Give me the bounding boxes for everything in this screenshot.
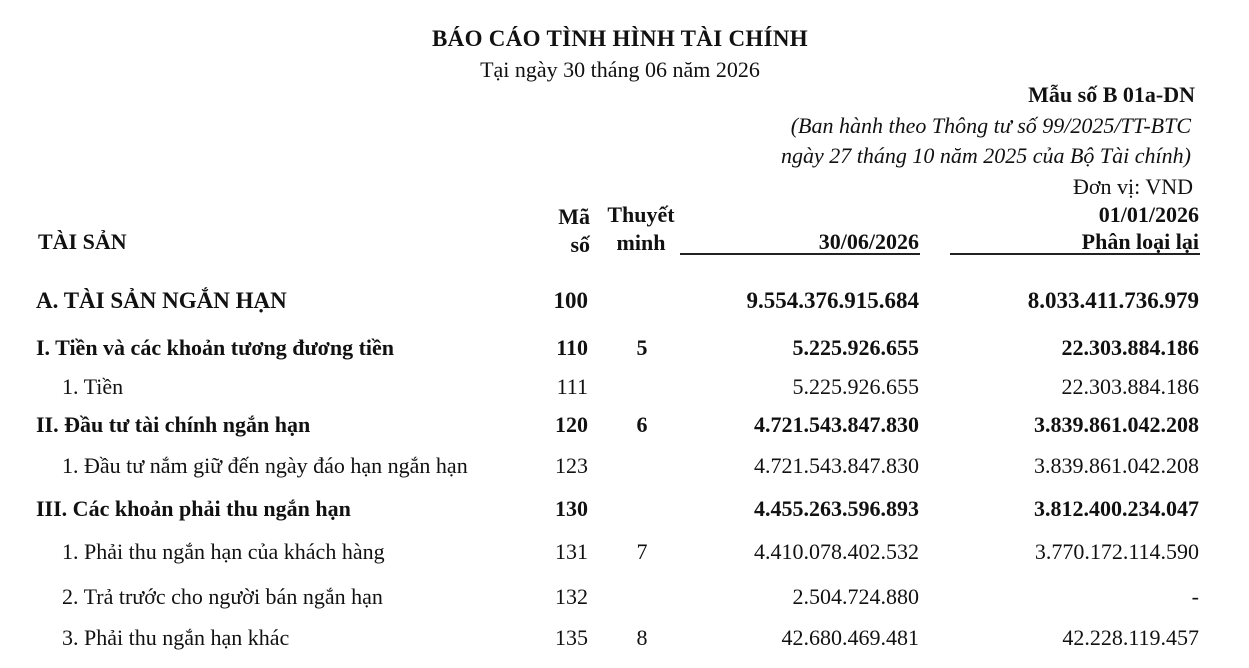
row-note: 6	[636, 412, 648, 437]
row-value-period-end: 4.455.263.596.893	[754, 496, 919, 521]
row-value-period-end: 9.554.376.915.684	[746, 288, 919, 313]
table-row	[0, 496, 1249, 526]
row-value-period-start: -	[1191, 584, 1199, 609]
report-date: Tại ngày 30 tháng 06 năm 2026	[480, 57, 760, 82]
row-note: 7	[636, 539, 648, 564]
row-name: III. Các khoản phải thu ngắn hạn	[36, 496, 351, 521]
row-name: I. Tiền và các khoản tương đương tiền	[36, 335, 395, 360]
issuance-note-line2: ngày 27 tháng 10 năm 2025 của Bộ Tài chính)	[780, 143, 1191, 168]
row-name: A. TÀI SẢN NGẮN HẠN	[36, 288, 287, 313]
table-row	[0, 412, 1249, 442]
table-row	[0, 584, 1249, 614]
row-name: 1. Phải thu ngắn hạn của khách hàng	[62, 539, 385, 564]
currency-unit: Đơn vị: VND	[1072, 174, 1193, 199]
row-code: 130	[555, 496, 588, 521]
row-code: 131	[555, 539, 588, 564]
row-note: 5	[636, 335, 648, 360]
header-note-line2: minh	[616, 230, 666, 255]
row-value-period-start: 3.812.400.234.047	[1034, 496, 1199, 521]
header-note	[598, 201, 684, 257]
row-value-period-start: 3.839.861.042.208	[1034, 453, 1199, 478]
row-name: 1. Đầu tư nắm giữ đến ngày đáo hạn ngắn hạn	[62, 453, 468, 478]
row-code: 135	[555, 625, 588, 650]
header-code-line2: số	[570, 232, 590, 257]
form-code: Mẫu số B 01a-DN	[1028, 82, 1195, 107]
issuance-note-line1: (Ban hành theo Thông tư số 99/2025/TT-BTC	[790, 113, 1191, 138]
row-value-period-end: 4.721.543.847.830	[754, 453, 919, 478]
row-value-period-start: 22.303.884.186	[1061, 374, 1199, 399]
row-code: 132	[555, 584, 588, 609]
header-reclassified: Phân loại lại	[1081, 229, 1199, 254]
row-value-period-end: 4.410.078.402.532	[754, 539, 919, 564]
row-code: 120	[555, 412, 588, 437]
header-period-end: 30/06/2026	[818, 229, 919, 254]
table-row	[0, 625, 1249, 655]
row-code: 123	[555, 453, 588, 478]
row-note: 8	[636, 625, 648, 650]
header-assets: TÀI SẢN	[38, 229, 127, 254]
row-value-period-start: 3.770.172.114.590	[1034, 539, 1199, 564]
table-row	[0, 453, 1249, 483]
table-row	[0, 374, 1249, 404]
row-name: II. Đầu tư tài chính ngắn hạn	[36, 412, 311, 437]
row-value-period-start: 22.303.884.186	[1061, 335, 1199, 360]
header-underline-col2	[950, 253, 1200, 255]
table-row	[0, 539, 1249, 569]
header-code	[540, 203, 590, 259]
row-name: 2. Trả trước cho người bán ngắn hạn	[62, 584, 383, 609]
row-value-period-end: 5.225.926.655	[792, 374, 919, 399]
header-period-start: 01/01/2026	[1098, 202, 1199, 227]
row-value-period-end: 5.225.926.655	[792, 335, 919, 360]
header-underline-col1	[680, 253, 920, 255]
row-value-period-start: 8.033.411.736.979	[1027, 288, 1199, 313]
row-value-period-start: 42.228.119.457	[1062, 625, 1199, 650]
row-value-period-start: 3.839.861.042.208	[1034, 412, 1199, 437]
row-code: 111	[556, 374, 588, 399]
report-title: BÁO CÁO TÌNH HÌNH TÀI CHÍNH	[432, 26, 808, 51]
row-value-period-end: 42.680.469.481	[781, 625, 919, 650]
row-name: 3. Phải thu ngắn hạn khác	[62, 625, 290, 650]
header-note-line1: Thuyết	[607, 202, 675, 227]
row-value-period-end: 4.721.543.847.830	[754, 412, 919, 437]
row-value-period-end: 2.504.724.880	[792, 584, 919, 609]
header-code-line1: Mã	[558, 204, 590, 229]
table-row	[0, 335, 1249, 365]
row-code: 100	[553, 288, 588, 313]
table-row	[0, 288, 1249, 318]
row-code: 110	[556, 335, 588, 360]
row-name: 1. Tiền	[62, 374, 124, 399]
